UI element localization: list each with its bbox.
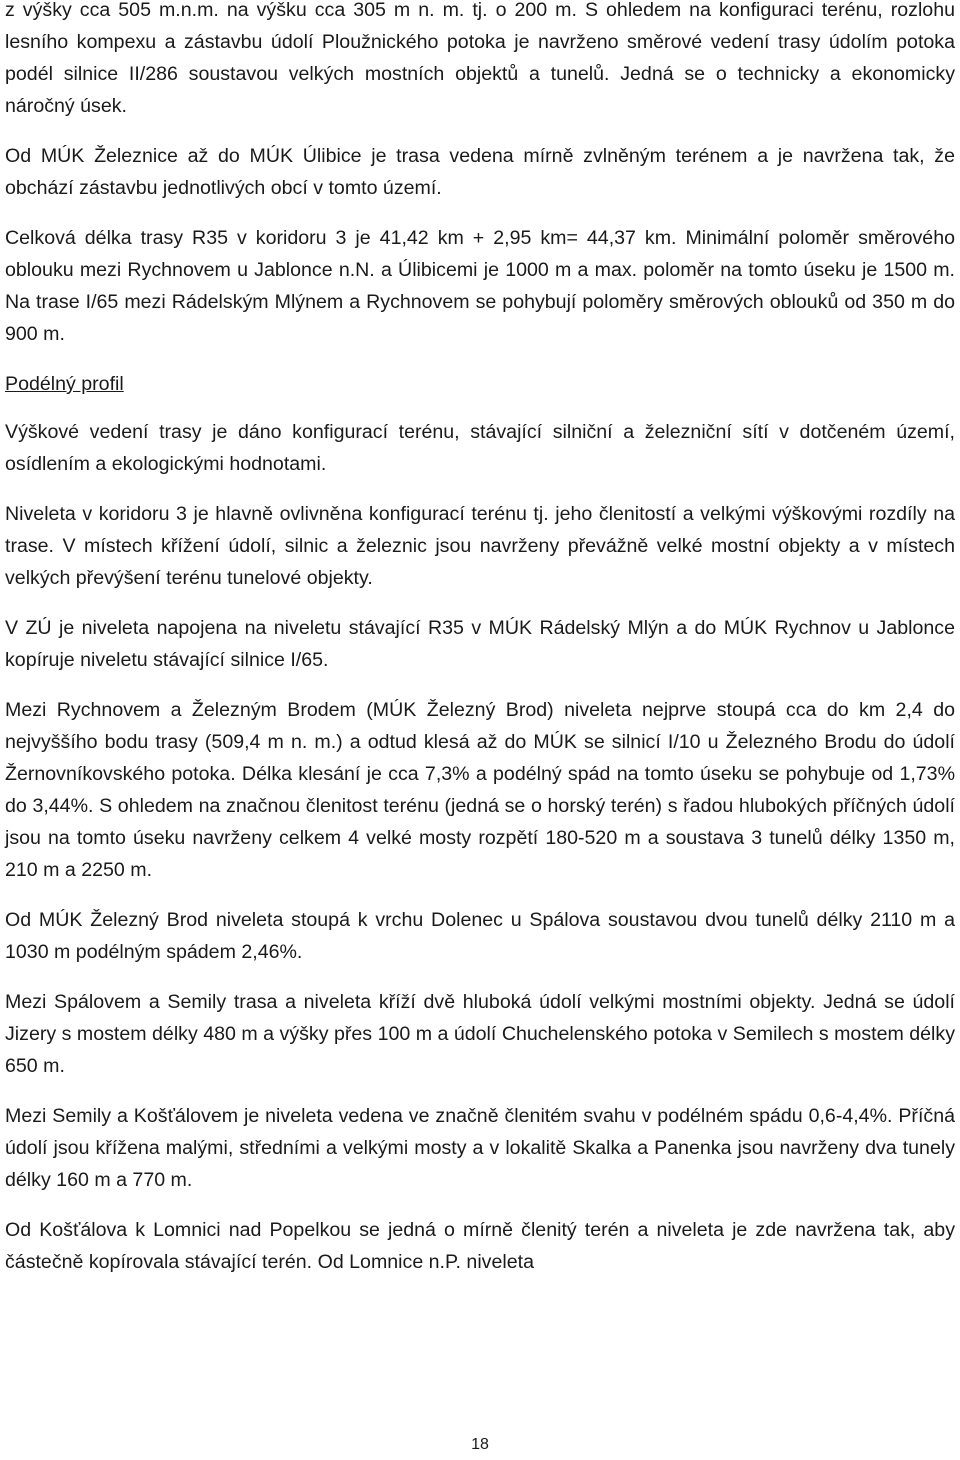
paragraph-rychnov-zelezny-brod: Mezi Rychnovem a Železným Brodem (MÚK Železný Brod) niveleta nejprve stoupá cca do km 2,4 do nejvyššího bodu trasy (509,4 m n. m.) a odtud klesá až do MÚK se silnicí I/10 u Železného Brodu do údolí Žernovníkovského potoka. Délka klesání je cca 7,3% a podélný spád na tomto úseku se pohybuje od 1,73% do 3,44%. S ohledem na značnou členitost terénu (jedná se o horský terén) s řadou hlubokých příčných údolí jsou na tomto úseku navrženy celkem 4 velké mosty rozpětí 180-520 m a soustava 3 tunelů délky 1350 m, 210 m a 2250 m. — [5, 699, 955, 881]
paragraph-zelezny-brod-tunnels: Od MÚK Železný Brod niveleta stoupá k vrchu Dolenec u Spálova soustavou dvou tunelů délky 2110 m a 1030 m podélným spádem 2,46%. — [5, 909, 955, 963]
page-number: 18 — [471, 1436, 489, 1453]
section-heading-longitudinal-profile: Podélný profil — [5, 373, 124, 395]
paragraph-vertical-alignment: Výškové vedení trasy je dáno konfigurací terénu, stávající silniční a železniční sítí v dotčeném území, osídlením a ekologickými hodnotami. — [5, 421, 955, 475]
paragraph-semily-kostalov: Mezi Semily a Košťálovem je niveleta vedena ve značně členitém svahu v podélném spádu 0,6-4,4%. Příčná údolí jsou křížena malými, středními a velkými mosty a v lokalitě Skalka a Panenka jsou navrženy dva tunely délky 160 m a 770 m. — [5, 1105, 955, 1191]
paragraph-kostalov-lomnice: Od Košťálova k Lomnici nad Popelkou se jedná o mírně členitý terén a niveleta je zde navržena tak, aby částečně kopírovala stávající terén. Od Lomnice n.P. niveleta — [5, 1219, 955, 1273]
paragraph-zu-connection: V ZÚ je niveleta napojena na niveletu stávající R35 v MÚK Rádelský Mlýn a do MÚK Rychnov u Jablonce kopíruje niveletu stávající silnice I/65. — [5, 617, 955, 671]
paragraph-route-length: Celková délka trasy R35 v koridoru 3 je 41,42 km + 2,95 km= 44,37 km. Minimální poloměr směrového oblouku mezi Rychnovem u Jablonce n.N. a Úlibicemi je 1000 m a max. poloměr na tomto úseku je 1500 m. Na trase I/65 mezi Rádelským Mlýnem a Rychnovem se pohybují poloměry směrových oblouků od 350 m do 900 m. — [5, 227, 955, 345]
document-page — [5, 0, 955, 1296]
paragraph-route-muk: Od MÚK Železnice až do MÚK Úlibice je trasa vedena mírně zvlněným terénem a je navržena tak, že obchází zástavbu jednotlivých obcí v tomto území. — [5, 145, 955, 199]
paragraph-intro-continuation: z výšky cca 505 m.n.m. na výšku cca 305 m n. m. tj. o 200 m. S ohledem na konfiguraci terénu, rozlohu lesního kompexu a zástavbu údolí Ploužnického potoka je navrženo směrové vedení trasy údolím potoka podél silnice II/286 soustavou velkých mostních objektů a tunelů. Jedná se o technicky a ekonomicky náročný úsek. — [5, 0, 955, 117]
paragraph-niveleta-corridor: Niveleta v koridoru 3 je hlavně ovlivněna konfigurací terénu tj. jeho členitostí a velkými výškovými rozdíly na trase. V místech křížení údolí, silnic a železnic jsou navrženy převážně velké mostní objekty a v místech velkých převýšení terénu tunelové objekty. — [5, 503, 955, 589]
paragraph-spalov-semily: Mezi Spálovem a Semily trasa a niveleta kříží dvě hluboká údolí velkými mostními objekty. Jedná se údolí Jizery s mostem délky 480 m a výšky přes 100 m a údolí Chuchelenského potoka v Semilech s mostem délky 650 m. — [5, 991, 955, 1077]
